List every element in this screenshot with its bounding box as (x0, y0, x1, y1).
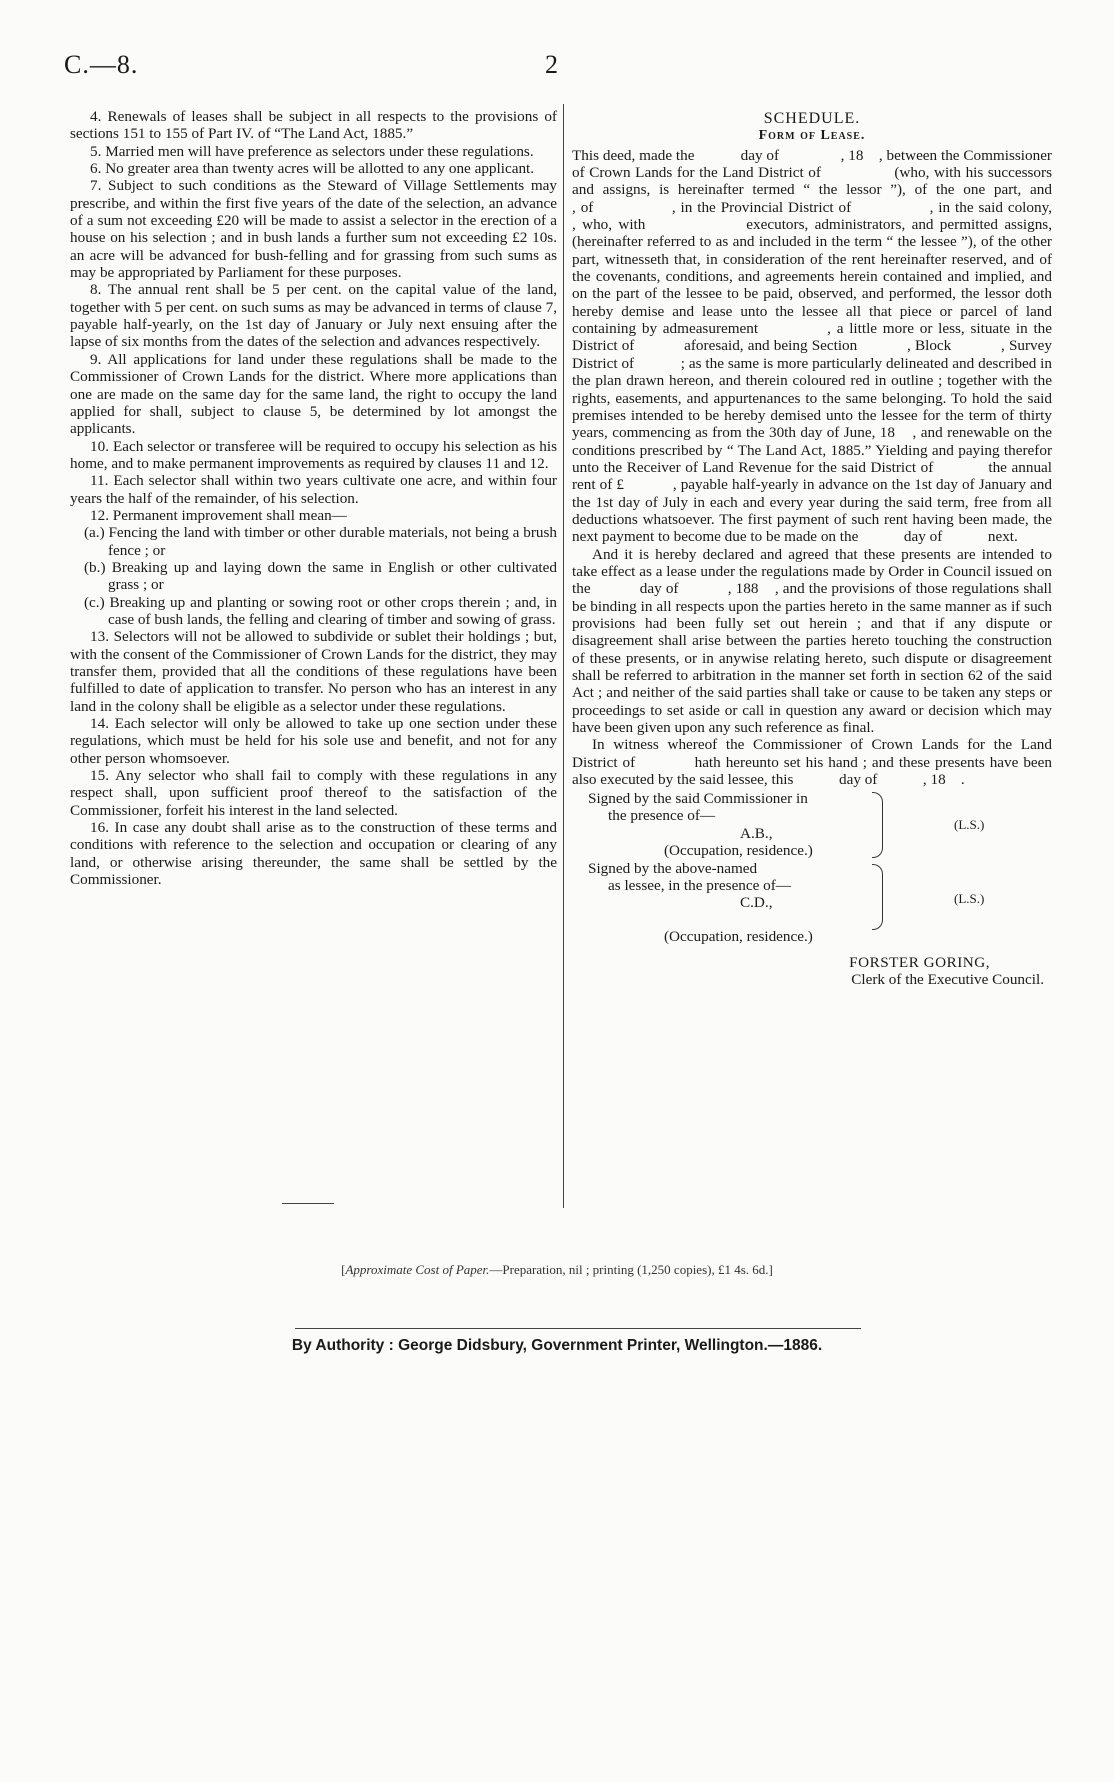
signatory-name: FORSTER GORING, (849, 953, 990, 971)
clause-8: 8. The annual rent shall be 5 per cent. on the capital value of the land, together with 5 per cent. on such sums as may be advanced in terms of clause 7, payable half-yearly, on the 1st day of January or July next ensuing after the lapse of six months from the dates of the selection and advances respectively. (70, 281, 557, 351)
clause-12-b: (b.) Breaking up and laying down the same in English or other cultivated grass ; or (84, 558, 557, 594)
brace-commissioner (872, 792, 883, 858)
form-title: Form of Lease. (758, 128, 866, 144)
page-number: 2 (545, 50, 558, 79)
printer-imprint: By Authority : George Didsbury, Government Printer, Wellington.—1886. (291, 1337, 823, 1354)
clause-7: 7. Subject to such conditions as the Steward of Village Settlements may prescribe, and within the first five years of the date of the selection, an advance of a sum not exceeding £20 will be made to assist a selector in the erection of a house on his selection ; and in bush lands a further sum not exceeding £2 10s. an acre will be advanced for bush-felling and for grassing from such sums as may be appropriated by Parliament for these purposes. (70, 177, 557, 282)
column-divider (563, 104, 564, 1208)
document-series-code: C.—8. (64, 50, 139, 79)
lease-deed-text: This deed, made the day of , 18 , between the Commissioner of Crown Lands for the Land District of (who, with his successors and assigns, is hereinafter termed “ the lessor ”), of the one part, and , of , in the Provincial District of , in the said colony, , who, with executors, administrators, and permitted assigns, (hereinafter referred to as and included in the term “ the lessee ”), of the other part, witnesseth that, in consideration of the rent hereinafter reserved, and of the covenants, conditions, and agreements herein contained and implied, and on the part of the lessee to be paid, observed, and performed, the lessor doth hereby demise and lease unto the lessee all that piece or parcel of land containing by admeasurement , a little more or less, situate in the District of aforesaid, and being Section , Block , Survey District of ; as the same is more particularly delineated and described in the plan drawn hereon, and therein coloured red in outline ; together with the rights, easements, and appurtenances to the same belonging. To hold the said premises intended to be hereby demised unto the lessee for the term of thirty years, commencing as from the 30th day of June, 18 , and renewable on the conditions prescribed by “ The Land Act, 1885.” Yielding and paying therefor unto the Receiver of Land Revenue for the said District of the annual rent of £ , payable half-yearly in advance on the 1st day of January and the 1st day of July in each and every year during the said term, free from all deductions whatsoever. The first payment of such rent having been made, the next payment to become due to be made on the day of next. (572, 146, 1113, 546)
clause-12: 12. Permanent improvement shall mean— (90, 506, 347, 524)
clause-6: 6. No greater area than twenty acres will be allotted to any one applicant. (90, 160, 535, 178)
brace-lessee (872, 864, 883, 930)
lessee-presence-line: as lessee, in the presence of— (608, 877, 792, 895)
clause-12-c: (c.) Breaking up and planting or sowing root or other crops therein ; and, in case of bush lands, the felling and clearing of timber and sowing of grass. (84, 593, 557, 628)
witness-cd: C.D., (740, 894, 773, 912)
clause-13: 13. Selectors will not be allowed to subdivide or sublet their holdings ; but, with the consent of the Commissioner of Crown Lands for the district, they may transfer them, provided that all the conditions of these regulations have been fulfilled to date of application to transfer. No person who has an interest in any land in the colony shall be eligible as a selector under these regulations. (70, 628, 557, 715)
witness-ab: A.B., (740, 825, 773, 843)
regulations-column (70, 108, 557, 888)
commissioner-presence-line: the presence of— (608, 807, 716, 825)
clause-10: 10. Each selector or transferee will be required to occupy his selection as his home, and to make permanent improvements as required by clauses 11 and 12. (70, 437, 557, 472)
clause-4: 4. Renewals of leases shall be subject in all respects to the provisions of sections 151 to 155 of Part IV. of “The Land Act, 1885.” (70, 108, 557, 143)
end-rule (282, 1203, 334, 1204)
clause-14: 14. Each selector will only be allowed to take up one section under these regulations, which must be held for his sole use and benefit, and not for any other person whomsoever. (70, 715, 557, 767)
footer-rule (295, 1328, 861, 1329)
cost-note: [Approximate Cost of Paper.—Preparation, nil ; printing (1,250 copies), £1 4s. 6d.] (341, 1262, 773, 1277)
seal-lessee: (L.S.) (954, 891, 985, 907)
clause-15: 15. Any selector who shall fail to comply with these regulations in any respect shall, upon sufficient proof thereof to the satisfaction of the Commissioner, forfeit his interest in the land selected. (70, 767, 557, 819)
cost-note-text: —Preparation, nil ; printing (1,250 copies), £1 4s. 6d.] (489, 1262, 773, 1277)
lease-agreement-text: And it is hereby declared and agreed that these presents are intended to take effect as a lease under the regulations made by Order in Council issued on the day of , 188 , and the provisions of those regulations shall be binding in all respects upon the parties hereto in the same manner as if such provisions had been fully set out herein ; and that if any dispute or disagreement shall arise between the parties hereto touching the construction of these presents, or in anywise relating hereto, such dispute or disagreement shall be referred to arbitration in the manner set forth in section 62 of the said Act ; and neither of the said parties shall take or cause to be taken any steps or proceedings to set aside or call in question any award or decision which may have been given upon any such reference as final. (572, 545, 1056, 737)
witness-cd-occupation: (Occupation, residence.) (664, 928, 813, 946)
clause-5: 5. Married men will have preference as selectors under these regulations. (90, 142, 534, 160)
witness-clause: In witness whereof the Commissioner of Crown Lands for the Land District of hath hereunto set his hand ; and these presents have been also executed by the said lessee, this day of , 18 . (572, 736, 1056, 789)
commissioner-signed-line: Signed by the said Commissioner in (588, 790, 808, 808)
witness-ab-occupation: (Occupation, residence.) (664, 842, 813, 860)
seal-commissioner: (L.S.) (954, 817, 985, 833)
clause-12-a: (a.) Fencing the land with timber or other durable materials, not being a brush fence ; or (84, 524, 557, 559)
clause-16: 16. In case any doubt shall arise as to the construction of these terms and conditions with reference to the selection and occupation or clearing of any land, or otherwise arising thereunder, the same shall be settled by the Commissioner. (70, 819, 557, 889)
schedule-title: SCHEDULE. (763, 110, 861, 127)
lessee-signed-line: Signed by the above-named (588, 860, 758, 878)
signature-block (572, 790, 1052, 912)
clause-11: 11. Each selector shall within two years cultivate one acre, and within four years the half of the remainder, of his selection. (70, 472, 557, 507)
cost-note-label: Approximate Cost of Paper. (345, 1262, 490, 1277)
schedule-column (572, 108, 1113, 989)
signatory-role: Clerk of the Executive Council. (851, 971, 1044, 989)
clause-9: 9. All applications for land under these regulations shall be made to the Commissioner of Crown Lands for the district. Where more applications than one are made on the same day for the same land, the right to occupy the land applied for shall, subject to clause 5, be determined by lot amongst the applicants. (70, 350, 557, 438)
